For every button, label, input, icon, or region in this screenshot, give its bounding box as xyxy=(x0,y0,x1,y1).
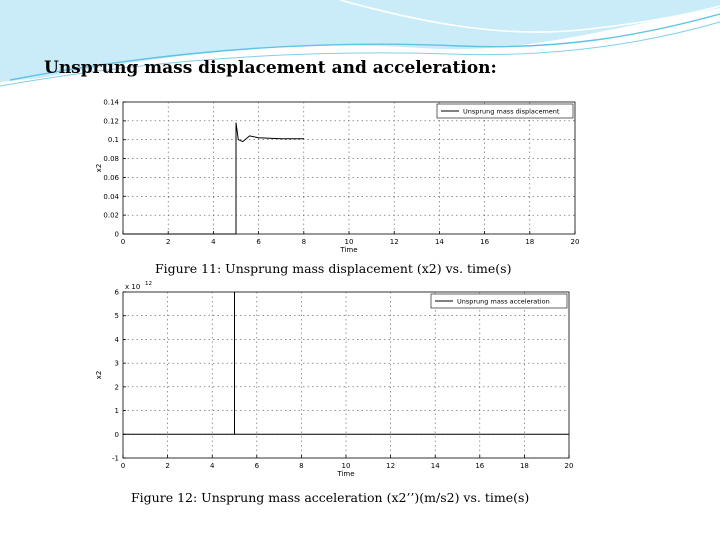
y-tick-label: -1 xyxy=(112,454,119,463)
y-tick-label: 0 xyxy=(114,230,119,239)
y-axis-exponent-power: 12 xyxy=(145,281,152,287)
x-axis-label: Time xyxy=(340,246,358,254)
x-tick-label: 20 xyxy=(564,462,574,470)
x-tick-label: 12 xyxy=(386,462,396,470)
y-tick-label: 0.14 xyxy=(103,98,119,107)
y-tick-label: 6 xyxy=(114,288,119,297)
y-tick-label: 0.12 xyxy=(103,117,119,126)
plot-area xyxy=(123,102,575,234)
displacement-chart xyxy=(90,88,630,254)
acceleration-chart xyxy=(92,278,632,478)
y-tick-label: 0.1 xyxy=(107,136,119,145)
x-tick-label: 4 xyxy=(209,462,215,470)
x-tick-label: 16 xyxy=(475,462,485,470)
plot-area xyxy=(123,292,569,458)
y-tick-label: 2 xyxy=(114,383,119,392)
x-tick-label: 0 xyxy=(120,238,126,246)
x-tick-label: 20 xyxy=(570,238,580,246)
y-tick-label: 0.08 xyxy=(103,155,119,164)
y-tick-label: 0.06 xyxy=(103,173,119,182)
x-tick-label: 0 xyxy=(120,462,126,470)
x-tick-label: 14 xyxy=(434,238,444,246)
x-tick-label: 4 xyxy=(211,238,216,246)
y-tick-label: 5 xyxy=(114,312,119,321)
y-tick-label: 0.04 xyxy=(103,192,119,201)
x-tick-label: 10 xyxy=(344,238,354,246)
y-tick-label: 3 xyxy=(114,359,119,368)
figure-11-caption: Figure 11: Unsprung mass displacement (x2) vs. time(s) xyxy=(155,261,512,276)
x-tick-label: 8 xyxy=(299,462,304,470)
x-tick-label: 18 xyxy=(519,462,529,470)
x-tick-label: 14 xyxy=(430,462,440,470)
y-tick-label: 0 xyxy=(114,430,119,439)
slide-title: Unsprung mass displacement and acceleration: xyxy=(44,58,497,78)
x-axis-label: Time xyxy=(337,470,355,478)
x-tick-label: 12 xyxy=(389,238,399,246)
legend-entry: Unsprung mass displacement xyxy=(463,107,560,116)
y-tick-label: 1 xyxy=(114,407,119,416)
x-tick-label: 2 xyxy=(165,462,170,470)
x-tick-label: 6 xyxy=(256,238,261,246)
x-tick-label: 10 xyxy=(341,462,351,470)
x-tick-label: 8 xyxy=(301,238,307,246)
figure-12-caption: Figure 12: Unsprung mass acceleration (x2’’)(m/s2) vs. time(s) xyxy=(131,490,530,505)
x-tick-label: 6 xyxy=(254,462,260,470)
y-axis-exponent: x 10 xyxy=(125,283,141,291)
y-tick-label: 0.02 xyxy=(103,211,119,220)
y-tick-label: 4 xyxy=(114,335,119,344)
x-tick-label: 16 xyxy=(480,238,490,246)
y-axis-label: x2 xyxy=(95,370,103,380)
x-tick-label: 2 xyxy=(165,238,171,246)
legend-entry: Unsprung mass acceleration xyxy=(457,297,550,306)
y-axis-label: x2 xyxy=(95,163,103,173)
x-tick-label: 18 xyxy=(525,238,535,246)
